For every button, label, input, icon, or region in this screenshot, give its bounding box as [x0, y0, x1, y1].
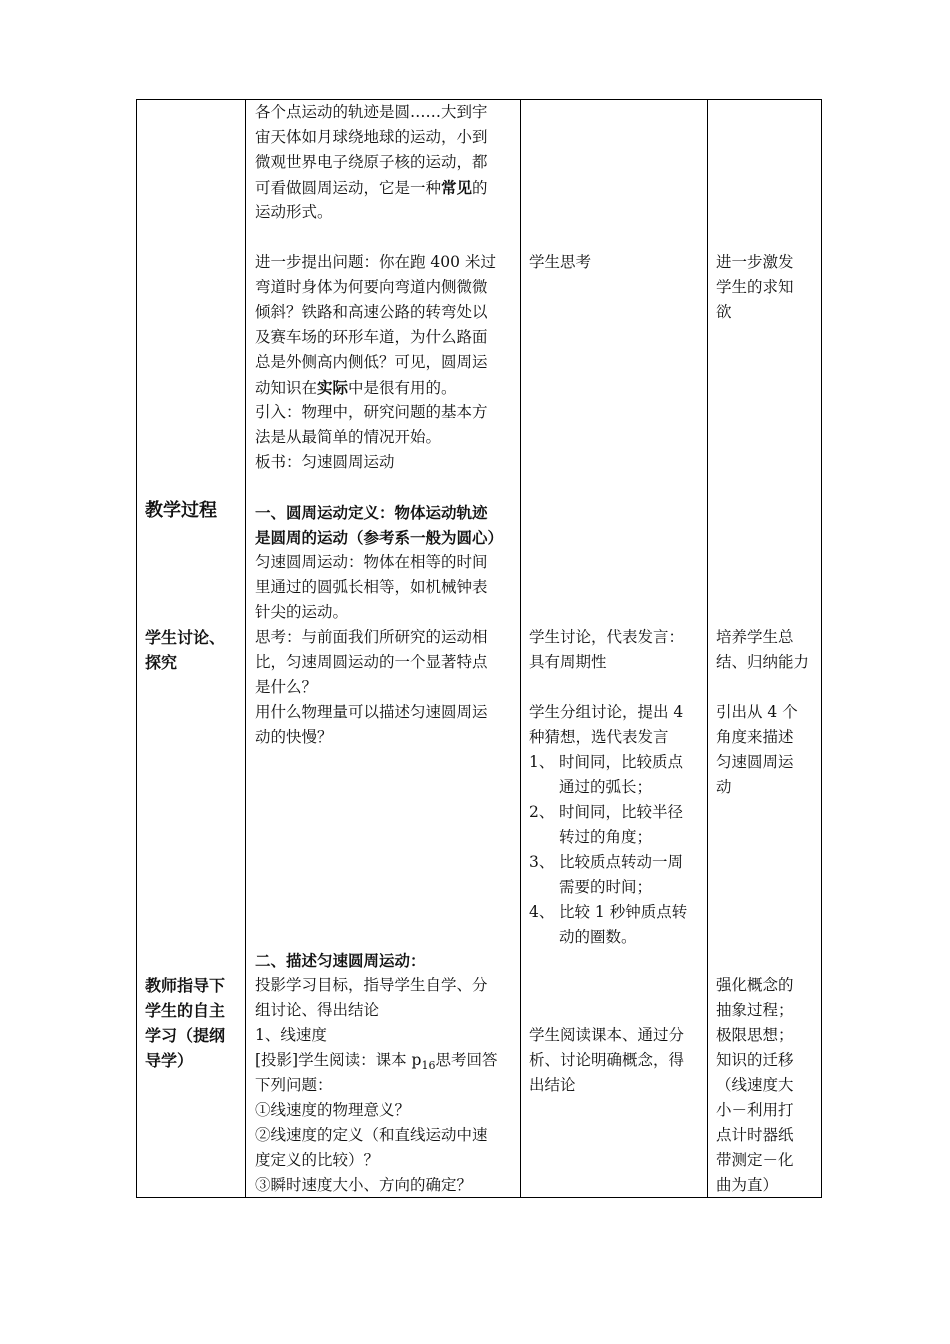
text-line: 具有周期性	[529, 653, 607, 671]
text-line: 欲	[716, 303, 732, 321]
text-line: 抽象过程；	[716, 1001, 794, 1019]
text-line: （线速度大	[716, 1076, 794, 1094]
guess-item: 需要的时间；	[559, 878, 653, 896]
text-line: 里通过的圆弧长相等，如机械钟表	[255, 578, 488, 596]
text-line: 匀速圆周运	[716, 753, 794, 771]
guess-item: 转过的角度；	[559, 828, 653, 846]
text-line: 小－利用打	[716, 1101, 794, 1119]
text-line: 进一步激发	[716, 253, 794, 271]
text-line: 法是从最简单的情况开始。	[255, 428, 442, 446]
guess-item: 通过的弧长；	[559, 778, 653, 796]
guess-item: 比较 1 秒钟质点转	[559, 903, 688, 921]
guess-number: 4、	[529, 903, 555, 921]
emphasis-text: 实际	[317, 378, 349, 397]
section-heading-describe: 二、描述匀速圆周运动：	[255, 951, 426, 970]
text-line: 用什么物理量可以描述匀速圆周运	[255, 703, 488, 721]
text-line: 带测定－化	[716, 1151, 794, 1169]
page-subscript: 16	[421, 1059, 436, 1072]
text-run: 的	[472, 179, 488, 197]
text-line: 针尖的运动。	[255, 603, 349, 621]
stage-label-column	[137, 100, 246, 1198]
text-line: 倾斜？铁路和高速公路的转弯处以	[255, 303, 488, 321]
text-line: 比，匀速周圆运动的一个显著特点	[255, 653, 488, 671]
text-line: 强化概念的	[716, 976, 794, 994]
text-line: 学生阅读课本、通过分	[529, 1026, 685, 1044]
text-line: 角度来描述	[716, 728, 794, 746]
text-line: 匀速圆周运动：物体在相等的时间	[255, 553, 488, 571]
text-run: 思考回答	[435, 1051, 498, 1069]
text-run: 中是很有用的。	[348, 379, 457, 397]
text-line: 学生讨论，代表发言：	[529, 628, 685, 646]
label-discussion-2: 探究	[145, 653, 178, 672]
guess-item: 动的圈数。	[559, 928, 637, 946]
text-line: 曲为直）	[716, 1176, 779, 1194]
lesson-plan-table	[136, 99, 822, 1198]
guess-item: 比较质点转动一周	[559, 853, 684, 871]
text-line	[255, 375, 457, 401]
guess-number: 3、	[529, 853, 555, 871]
design-intent-column	[708, 100, 822, 1198]
teacher-activity-column	[246, 100, 521, 1198]
text-line: 各个点运动的轨迹是圆……大到宇	[255, 103, 488, 121]
blackboard-note: 板书：匀速圆周运动	[255, 453, 395, 471]
text-line: 微观世界电子绕原子核的运动，都	[255, 153, 488, 171]
guess-number: 1、	[529, 753, 555, 771]
text-line: 知识的迁移	[716, 1051, 794, 1069]
text-line: 引入：物理中，研究问题的基本方	[255, 403, 488, 421]
text-line: 点计时器纸	[716, 1126, 794, 1144]
text-line: 运动形式。	[255, 203, 333, 221]
text-line: 宙天体如月球绕地球的运动，小到	[255, 128, 488, 146]
text-line: 组讨论、得出结论	[255, 1001, 380, 1019]
emphasis-text: 常见	[441, 178, 473, 197]
question-item: ②线速度的定义（和直线运动中速	[255, 1126, 488, 1144]
label-guided-study-2: 学生的自主	[145, 1001, 226, 1020]
guess-item: 时间同，比较质点	[559, 753, 684, 771]
text-line: 引出从 4 个	[716, 703, 798, 721]
text-run: [投影]学生阅读：课本 p	[255, 1051, 422, 1069]
guess-item: 时间同，比较半径	[559, 803, 684, 821]
text-line: 进一步提出问题：你在跑 400 米过	[255, 253, 496, 271]
text-line: 学生分组讨论，提出 4	[529, 703, 684, 721]
text-line: 弯道时身体为何要向弯道内侧微微	[255, 278, 488, 296]
text-line: 度定义的比较）？	[255, 1151, 380, 1169]
question-item: ③瞬时速度大小、方向的确定？	[255, 1176, 473, 1194]
label-guided-study: 教师指导下	[145, 976, 226, 995]
text-line: 动	[716, 778, 732, 796]
text-line: 结、归纳能力	[716, 653, 810, 671]
label-guided-study-3: 学习（提纲	[145, 1026, 226, 1045]
text-line: 培养学生总	[716, 628, 794, 646]
label-discussion: 学生讨论、	[145, 628, 226, 647]
text-line: 析、讨论明确概念，得	[529, 1051, 685, 1069]
guess-number: 2、	[529, 803, 555, 821]
text-line: 学生思考	[529, 253, 592, 271]
text-line: 极限思想；	[716, 1026, 794, 1044]
label-guided-study-4: 导学）	[145, 1051, 194, 1070]
text-run: 可看做圆周运动，它是一种	[255, 179, 442, 197]
text-line: 1、线速度	[255, 1026, 327, 1044]
text-line: 下列问题：	[255, 1076, 333, 1094]
text-line: 是什么？	[255, 678, 318, 696]
label-process: 教学过程	[145, 500, 217, 521]
text-line: 种猜想，选代表发言	[529, 728, 669, 746]
text-line: 投影学习目标，指导学生自学、分	[255, 976, 488, 994]
question-item: ①线速度的物理意义？	[255, 1101, 411, 1119]
student-activity-column	[521, 100, 708, 1198]
text-line: 思考：与前面我们所研究的运动相	[255, 628, 488, 646]
text-line	[255, 175, 488, 201]
text-line: 总是外侧高内侧低？可见，圆周运	[255, 353, 488, 371]
text-line: 出结论	[529, 1076, 576, 1094]
section-heading-definition-2: 是圆周的运动（参考系一般为圆心）	[255, 528, 504, 547]
text-run: 动知识在	[255, 379, 318, 397]
text-line: 动的快慢？	[255, 728, 333, 746]
section-heading-definition: 一、圆周运动定义：物体运动轨迹	[255, 503, 488, 522]
text-line: 学生的求知	[716, 278, 794, 296]
table-row	[137, 100, 822, 1198]
text-line: 及赛车场的环形车道，为什么路面	[255, 328, 488, 346]
